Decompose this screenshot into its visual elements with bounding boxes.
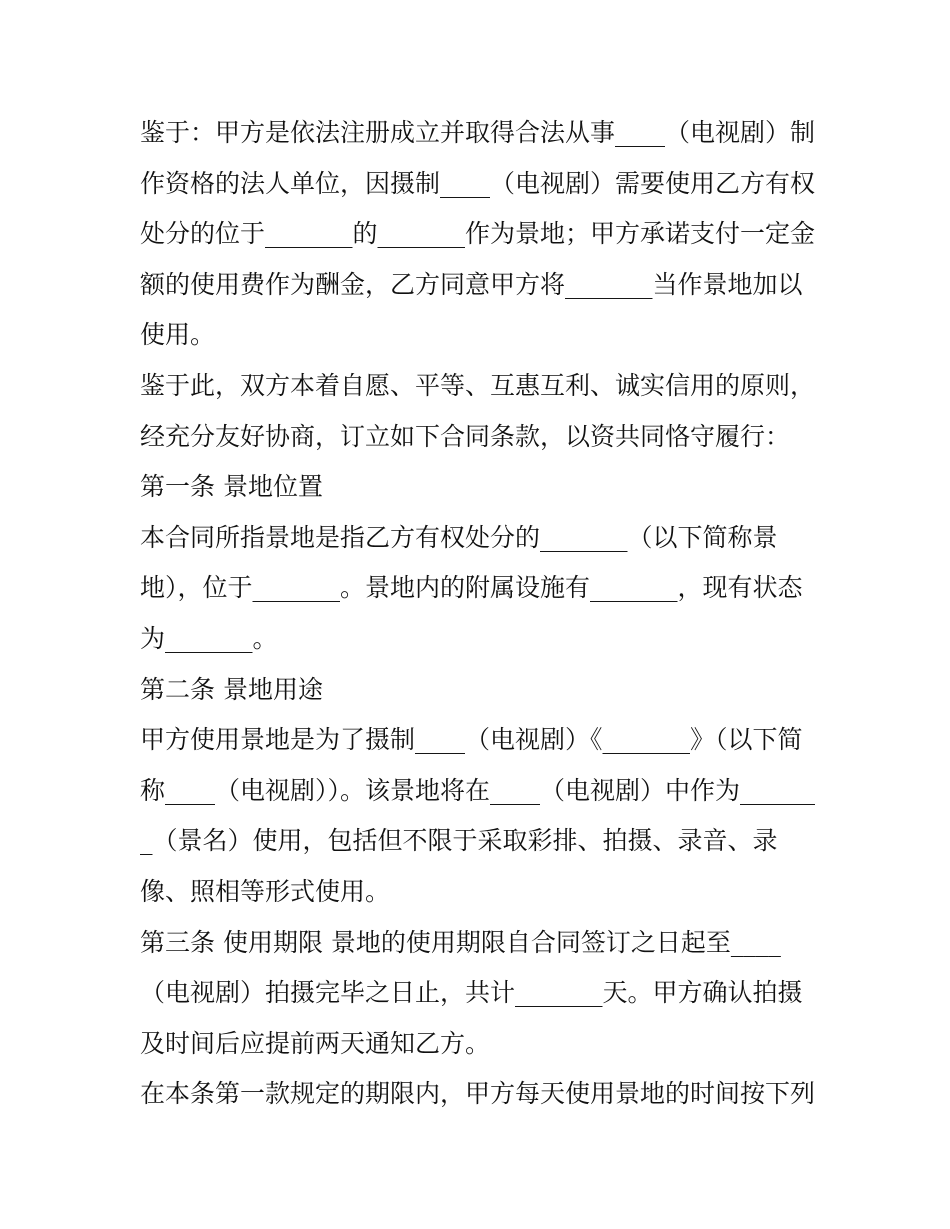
heading-article-2: 第二条 景地用途 [140, 674, 323, 704]
document-body [140, 108, 820, 1120]
heading-article-1: 第一条 景地位置 [140, 472, 323, 502]
paragraph-article-1: 本合同所指景地是指乙方有权处分的_______（以下简称景地），位于_______。景地内的附属设施有_______，现有状态为_______。 [140, 522, 803, 653]
paragraph-preamble: 鉴于：甲方是依法注册成立并取得合法从事____（电视剧）制作资格的法人单位，因摄制____（电视剧）需要使用乙方有权处分的位于_______的_______作为景地；甲方承诺支付一定金额的使用费作为酬金，乙方同意甲方将_______当作景地加以使用。 [140, 118, 816, 350]
paragraph-agreement-intro: 鉴于此，双方本着自愿、平等、互惠互利、诚实信用的原则，经充分友好协商，订立如下合同条款，以资共同恪守履行： [140, 370, 816, 451]
paragraph-article-3: 第三条 使用期限 景地的使用期限自合同签订之日起至____（电视剧）拍摄完毕之日止，共计_______天。甲方确认拍摄及时间后应提前两天通知乙方。 [140, 927, 803, 1058]
paragraph-article-3-clause: 在本条第一款规定的期限内，甲方每天使用景地的时间按下列 [140, 1079, 816, 1109]
paragraph-article-2: 甲方使用景地是为了摄制____（电视剧）《_______》（以下简称____（电视剧））。该景地将在____（电视剧）中作为_______（景名）使用，包括但不限于采取彩排、拍摄、录音、录像、照相等形式使用。 [140, 725, 816, 906]
